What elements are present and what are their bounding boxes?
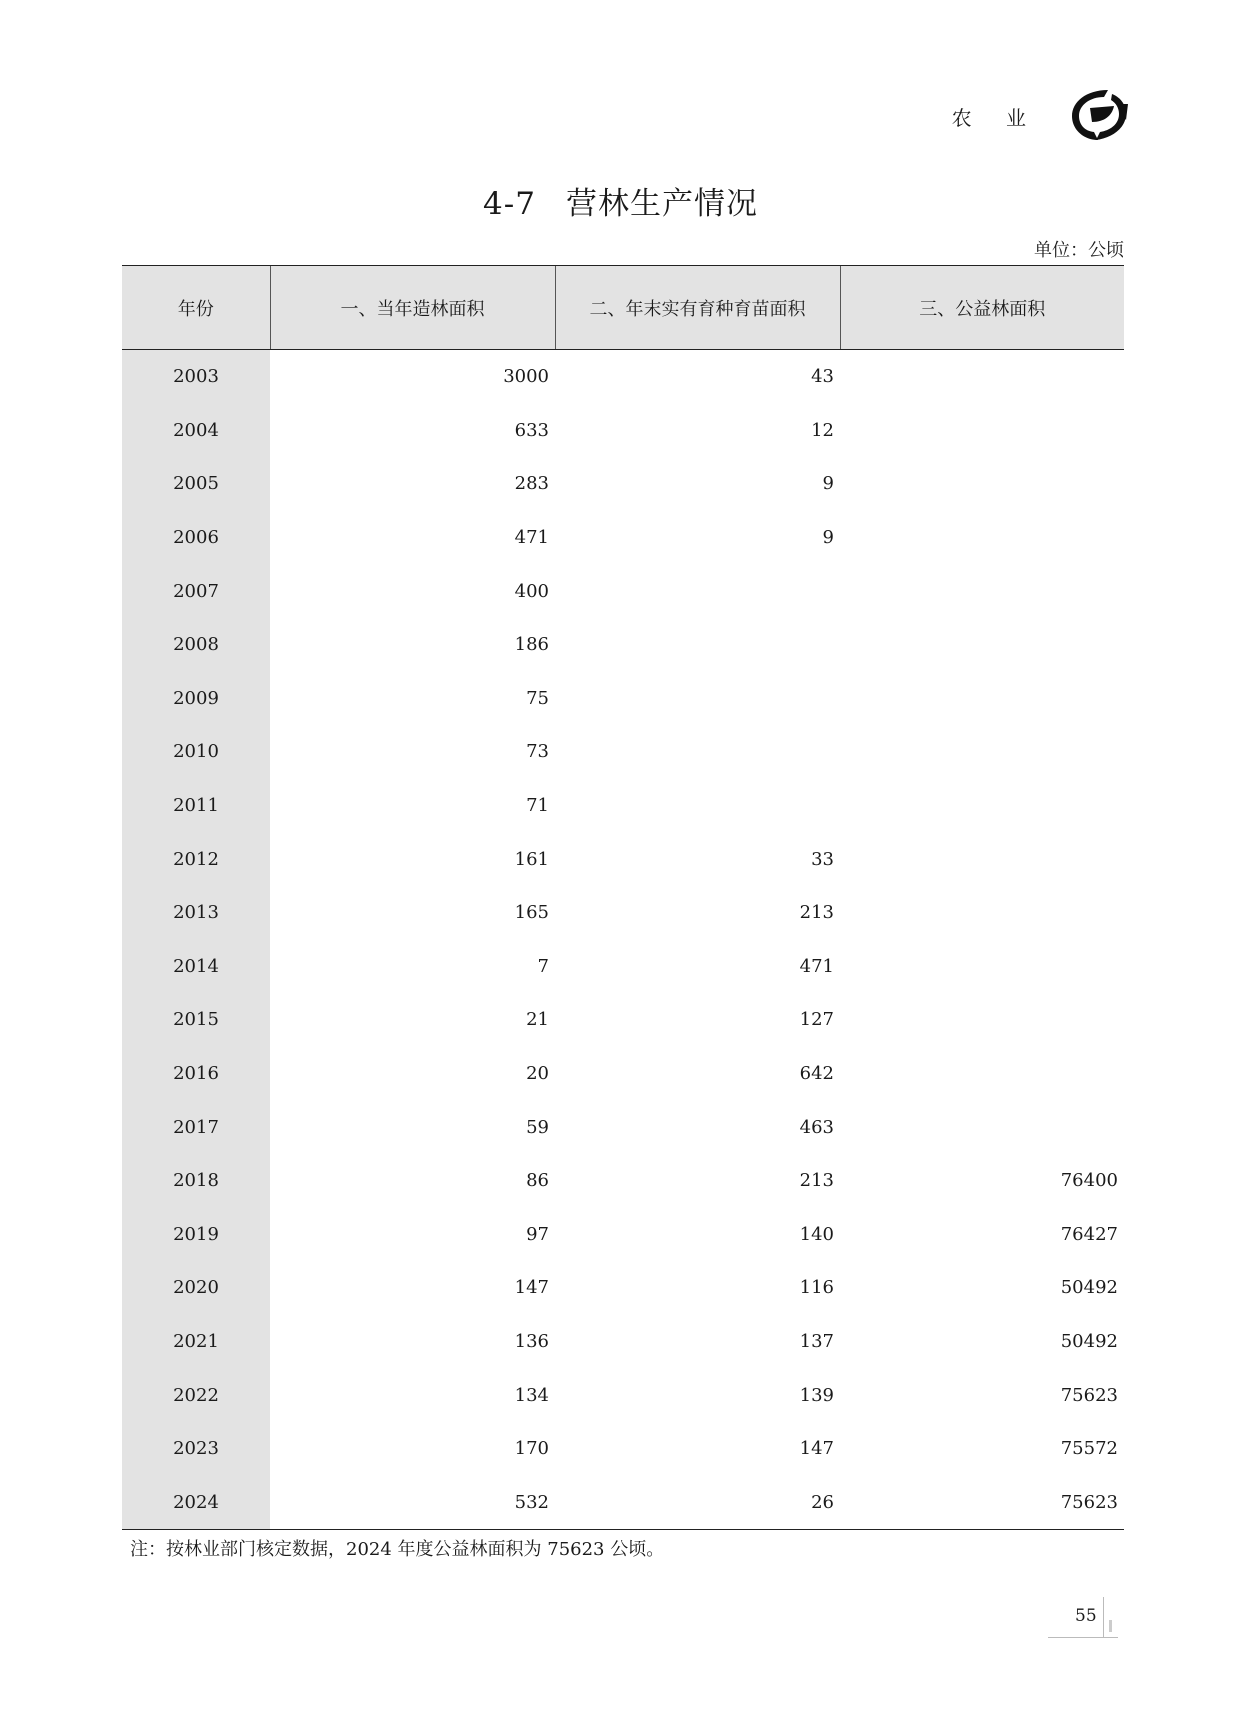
header-year: 年份 <box>122 266 270 350</box>
cell-nursery: 26 <box>555 1475 840 1529</box>
cell-year: 2006 <box>122 511 270 565</box>
page-number: 55 <box>1075 1606 1097 1626</box>
cell-public-forest <box>840 404 1124 458</box>
table-row <box>122 1422 1124 1476</box>
header-public-forest: 三、公益林面积 <box>840 266 1124 350</box>
cell-afforestation: 97 <box>526 1223 549 1245</box>
cell-nursery: 463 <box>799 1116 834 1138</box>
cell-afforestation: 75 <box>526 687 549 709</box>
table-row <box>122 1100 1124 1154</box>
cell-public-forest <box>840 350 1124 404</box>
cell-afforestation: 73 <box>526 741 549 763</box>
header-nursery: 二、年末实有育种育苗面积 <box>555 266 840 350</box>
cell-year: 2015 <box>122 993 270 1047</box>
cell-nursery <box>555 779 840 833</box>
table-row <box>122 672 1124 726</box>
table-row <box>122 886 1124 940</box>
cell-afforestation: 71 <box>526 795 549 817</box>
cell-afforestation: 7 <box>537 955 549 977</box>
cell-afforestation: 170 <box>514 1438 549 1460</box>
cell-nursery: 147 <box>799 1438 834 1460</box>
cell-nursery: 213 <box>799 1170 834 1192</box>
page-rule-vertical <box>1103 1597 1104 1637</box>
cell-nursery: 9 <box>822 527 834 549</box>
table-row <box>122 725 1124 779</box>
table-header-row <box>122 266 1124 350</box>
cell-public-forest <box>840 618 1124 672</box>
cell-nursery: 43 <box>811 366 834 388</box>
cell-nursery: 471 <box>799 955 834 977</box>
cell-nursery: 127 <box>799 1009 834 1031</box>
cell-public-forest <box>840 886 1124 940</box>
cell-afforestation: 633 <box>514 419 549 441</box>
cell-public-forest <box>840 940 1124 994</box>
cell-afforestation: 20 <box>526 1063 549 1085</box>
cell-year: 2016 <box>122 1047 270 1101</box>
cell-year: 2011 <box>122 779 270 833</box>
cell-afforestation: 3000 <box>503 366 549 388</box>
cell-public-forest <box>840 832 1124 886</box>
cell-nursery: 140 <box>799 1223 834 1245</box>
cell-year: 2022 <box>122 1368 270 1422</box>
cell-year: 2003 <box>122 350 270 404</box>
cell-public-forest <box>840 779 1124 833</box>
cell-public-forest <box>840 457 1124 511</box>
cell-nursery: 137 <box>799 1330 834 1352</box>
cell-public-forest <box>840 511 1124 565</box>
cell-public-forest: 75572 <box>1060 1438 1118 1460</box>
cell-afforestation: 532 <box>270 1475 555 1529</box>
cell-afforestation: 59 <box>526 1116 549 1138</box>
page-tick <box>1109 1620 1112 1632</box>
table-title <box>0 178 1241 223</box>
cell-year: 2009 <box>122 672 270 726</box>
statistics-logo-icon <box>1068 86 1130 144</box>
table-row <box>122 940 1124 994</box>
cell-year: 2004 <box>122 404 270 458</box>
cell-year: 2017 <box>122 1100 270 1154</box>
cell-afforestation: 400 <box>514 580 549 602</box>
cell-public-forest <box>840 1100 1124 1154</box>
table-row <box>122 618 1124 672</box>
unit-label: 单位：公顷 <box>1034 240 1124 261</box>
cell-year: 2008 <box>122 618 270 672</box>
cell-public-forest: 75623 <box>1060 1384 1118 1406</box>
cell-afforestation: 21 <box>526 1009 549 1031</box>
table-row <box>122 457 1124 511</box>
cell-nursery: 642 <box>799 1063 834 1085</box>
page-rule <box>1048 1637 1118 1638</box>
cell-public-forest: 75623 <box>840 1475 1124 1529</box>
cell-afforestation: 283 <box>514 473 549 495</box>
cell-public-forest <box>840 564 1124 618</box>
cell-nursery: 9 <box>822 473 834 495</box>
cell-afforestation: 186 <box>514 634 549 656</box>
cell-afforestation: 86 <box>526 1170 549 1192</box>
cell-afforestation: 134 <box>514 1384 549 1406</box>
cell-nursery: 139 <box>799 1384 834 1406</box>
cell-year: 2010 <box>122 725 270 779</box>
cell-year: 2007 <box>122 564 270 618</box>
table-row <box>122 1208 1124 1262</box>
cell-year: 2021 <box>122 1315 270 1369</box>
cell-nursery <box>555 672 840 726</box>
table-row <box>122 993 1124 1047</box>
cell-year: 2018 <box>122 1154 270 1208</box>
chapter-label: 农 业 <box>951 106 1040 130</box>
cell-afforestation: 161 <box>514 848 549 870</box>
cell-year: 2013 <box>122 886 270 940</box>
cell-afforestation: 147 <box>514 1277 549 1299</box>
cell-year: 2005 <box>122 457 270 511</box>
cell-nursery: 33 <box>811 848 834 870</box>
cell-public-forest: 50492 <box>1060 1330 1118 1352</box>
cell-public-forest <box>840 725 1124 779</box>
table-row <box>122 404 1124 458</box>
forestry-table <box>122 265 1124 1530</box>
cell-afforestation: 471 <box>514 527 549 549</box>
cell-year: 2014 <box>122 940 270 994</box>
cell-public-forest <box>840 672 1124 726</box>
table-row <box>122 564 1124 618</box>
table-row <box>122 1315 1124 1369</box>
table-row <box>122 832 1124 886</box>
cell-nursery <box>555 564 840 618</box>
cell-nursery: 116 <box>799 1277 834 1299</box>
table-title-text: 营林生产情况 <box>565 186 758 222</box>
table-row <box>122 511 1124 565</box>
cell-nursery: 12 <box>811 419 834 441</box>
table-row <box>122 1154 1124 1208</box>
cell-public-forest <box>840 993 1124 1047</box>
table-row <box>122 1047 1124 1101</box>
cell-public-forest: 76400 <box>1060 1170 1118 1192</box>
table-row <box>122 1261 1124 1315</box>
cell-nursery <box>555 618 840 672</box>
cell-year: 2020 <box>122 1261 270 1315</box>
table-row <box>122 350 1124 404</box>
cell-year: 2023 <box>122 1422 270 1476</box>
table-row <box>122 779 1124 833</box>
header-afforestation: 一、当年造林面积 <box>270 266 555 350</box>
cell-year: 2012 <box>122 832 270 886</box>
cell-afforestation: 165 <box>514 902 549 924</box>
data-table-container <box>122 265 1124 1530</box>
table-number: 4-7 <box>483 186 536 222</box>
table-row <box>122 1475 1124 1529</box>
cell-public-forest: 76427 <box>1060 1223 1118 1245</box>
cell-afforestation: 136 <box>514 1330 549 1352</box>
cell-public-forest: 50492 <box>1060 1277 1118 1299</box>
cell-year: 2024 <box>122 1475 270 1529</box>
table-note: 注：按林业部门核定数据，2024 年度公益林面积为 75623 公顷。 <box>130 1539 665 1560</box>
cell-nursery <box>555 725 840 779</box>
cell-year: 2019 <box>122 1208 270 1262</box>
cell-public-forest <box>840 1047 1124 1101</box>
table-row <box>122 1368 1124 1422</box>
cell-nursery: 213 <box>799 902 834 924</box>
